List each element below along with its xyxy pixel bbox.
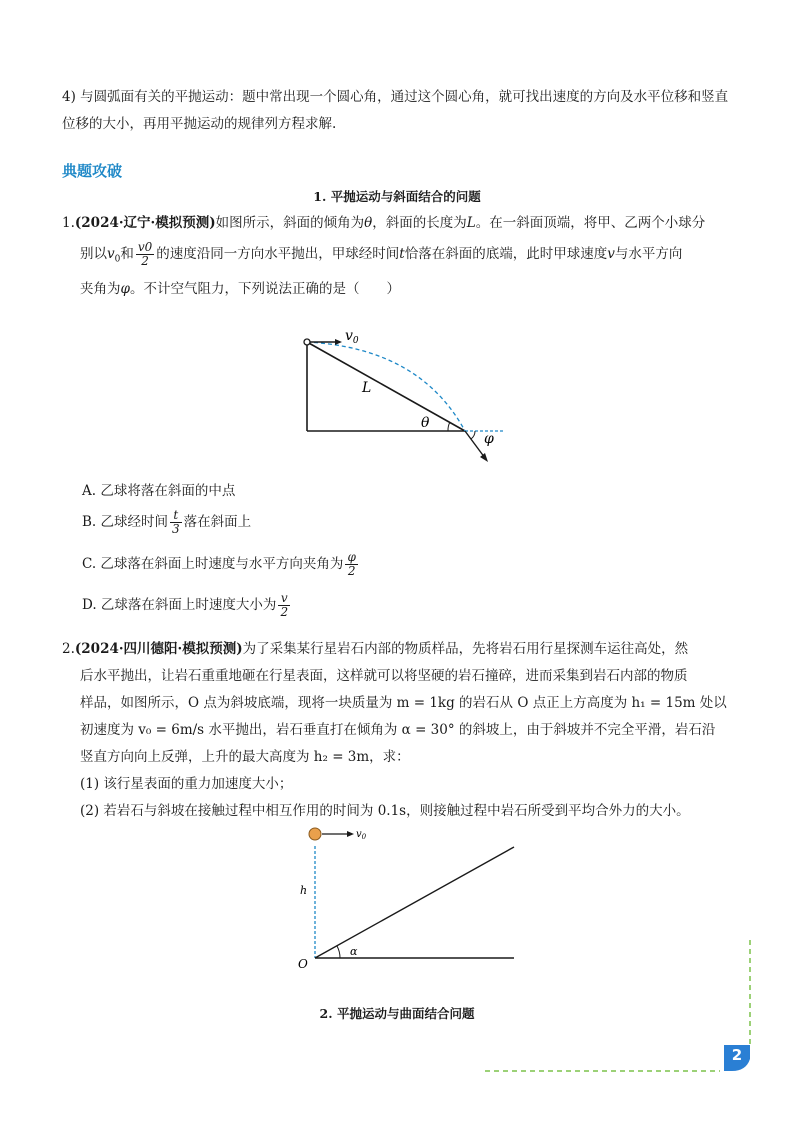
frac-num: v bbox=[278, 592, 290, 606]
section-title: 典题攻破 bbox=[62, 162, 123, 180]
phi-arc bbox=[471, 431, 475, 439]
option-text: B. 乙球经时间 bbox=[82, 514, 169, 530]
q2-text: 为了采集某行星岩石内部的物质样品，先将岩石用行星探测车运往高处，然 bbox=[242, 641, 689, 657]
q1-incline-figure bbox=[290, 320, 520, 470]
v0-arrow-head bbox=[335, 339, 342, 345]
v0-arrow-head bbox=[347, 831, 354, 837]
q1-text: 和 bbox=[120, 246, 134, 262]
q1-t: t bbox=[399, 246, 405, 262]
q2-line-1 bbox=[62, 636, 762, 663]
final-velocity-head bbox=[480, 453, 488, 462]
q1-text: 。不计空气阻力，下列说法正确的是（ ） bbox=[129, 281, 400, 297]
frac-den: 3 bbox=[172, 522, 180, 536]
q2-sub-question-2: (2) 若岩石与斜坡在接触过程中相互作用的时间为 0.1s，则接触过程中岩石所受到平均合外力的大小。 bbox=[80, 803, 690, 819]
L-label: L bbox=[362, 380, 372, 396]
h-label: h bbox=[300, 884, 308, 897]
page-number: 2 bbox=[731, 1046, 743, 1064]
option-b-fraction bbox=[170, 509, 182, 536]
q2-line-2: 后水平抛出，让岩石重重地砸在行星表面，这样就可以将坚硬的岩石撞碎，进而采集到岩石内部的物质 bbox=[80, 668, 688, 684]
q2-sub-question-1: (1) 该行星表面的重力加速度大小； bbox=[80, 776, 293, 792]
v0-label: $v_0$ bbox=[345, 328, 359, 346]
final-velocity-line bbox=[465, 431, 485, 458]
alpha-arc bbox=[337, 946, 340, 958]
intro-line-2: 位移的大小，再用平抛运动的规律列方程求解. bbox=[62, 116, 337, 132]
v0-label: $v_0$ bbox=[356, 829, 367, 841]
theta-label: θ bbox=[421, 415, 430, 431]
q1-option-d[interactable] bbox=[82, 592, 292, 619]
option-d-fraction bbox=[278, 592, 290, 619]
q2-tag: (2024·四川德阳·模拟预测) bbox=[74, 641, 243, 657]
frac-num: φ bbox=[347, 550, 356, 564]
alpha-label: α bbox=[350, 945, 358, 958]
q2-line-3: 样品，如图所示，O 点为斜坡底端，现将一块质量为 m = 1kg 的岩石从 O 点正上方高度为 h₁ = 15m 处以 bbox=[80, 695, 727, 711]
option-text: C. 乙球落在斜面上时速度与水平方向夹角为 bbox=[82, 556, 344, 572]
ball bbox=[304, 339, 310, 345]
q1-option-b[interactable] bbox=[82, 509, 251, 536]
subsection-title-1: 1. 平抛运动与斜面结合的问题 bbox=[313, 189, 481, 204]
q1-v0: v bbox=[107, 246, 115, 262]
subsection-title-2: 2. 平抛运动与曲面结合问题 bbox=[319, 1006, 475, 1021]
q1-option-c[interactable] bbox=[82, 551, 360, 578]
q1-text: 别以 bbox=[80, 246, 107, 262]
q1-phi: φ bbox=[120, 281, 130, 297]
q1-tag: (2024·辽宁·模拟预测) bbox=[74, 215, 216, 231]
frac-num: t bbox=[170, 509, 182, 523]
q1-v: v bbox=[607, 246, 615, 262]
q1-line-3 bbox=[80, 276, 770, 303]
q2-line-5: 竖直方向向上反弹，上升的最大高度为 h₂ = 3m，求： bbox=[80, 749, 410, 765]
q2-line-4: 初速度为 v₀ = 6m/s 水平抛出，岩石垂直打在倾角为 α = 30° 的斜坡上，由于斜坡并不完全平滑，岩石沿 bbox=[80, 722, 716, 738]
page-corner-decoration bbox=[470, 935, 760, 1080]
q1-text: 与水平方向 bbox=[614, 246, 683, 262]
q1-line-2 bbox=[80, 241, 770, 274]
q1-text: 如图所示，斜面的倾角为 bbox=[215, 215, 365, 231]
frac-den: 2 bbox=[141, 254, 149, 268]
rock-ball-icon bbox=[309, 828, 321, 840]
theta-arc bbox=[448, 422, 450, 431]
q1-fraction bbox=[136, 241, 154, 268]
O-label: O bbox=[298, 957, 308, 971]
q1-theta: θ bbox=[364, 215, 373, 231]
option-c-fraction bbox=[345, 551, 357, 578]
frac-num: v0 bbox=[137, 240, 153, 254]
q2-number: 2. bbox=[62, 641, 75, 657]
q1-text: ，斜面的长度为 bbox=[372, 215, 467, 231]
frac-den: 2 bbox=[347, 564, 356, 578]
q1-number: 1. bbox=[62, 215, 75, 231]
option-text: D. 乙球落在斜面上时速度大小为 bbox=[82, 597, 277, 613]
q1-option-a[interactable]: A. 乙球将落在斜面的中点 bbox=[82, 483, 236, 499]
frac-den: 2 bbox=[280, 605, 289, 619]
q1-text: 。在一斜面顶端，将甲、乙两个小球分 bbox=[475, 215, 706, 231]
q1-text: 的速度沿同一方向水平抛出，甲球经时间 bbox=[156, 246, 400, 262]
q1-text: 恰落在斜面的底端，此时甲球速度 bbox=[404, 246, 608, 262]
q1-L: L bbox=[466, 215, 476, 231]
q1-line-1 bbox=[62, 210, 762, 237]
intro-line-1: 4) 与圆弧面有关的平抛运动：题中常出现一个圆心角，通过这个圆心角，就可找出速度的方向及水平位移和竖直 bbox=[62, 89, 729, 105]
option-text: 落在斜面上 bbox=[183, 514, 252, 530]
incline-slope bbox=[307, 342, 465, 431]
phi-label: φ bbox=[484, 431, 494, 447]
q1-text: 夹角为 bbox=[80, 281, 121, 297]
q1-v0-sub: 0 bbox=[114, 254, 121, 265]
